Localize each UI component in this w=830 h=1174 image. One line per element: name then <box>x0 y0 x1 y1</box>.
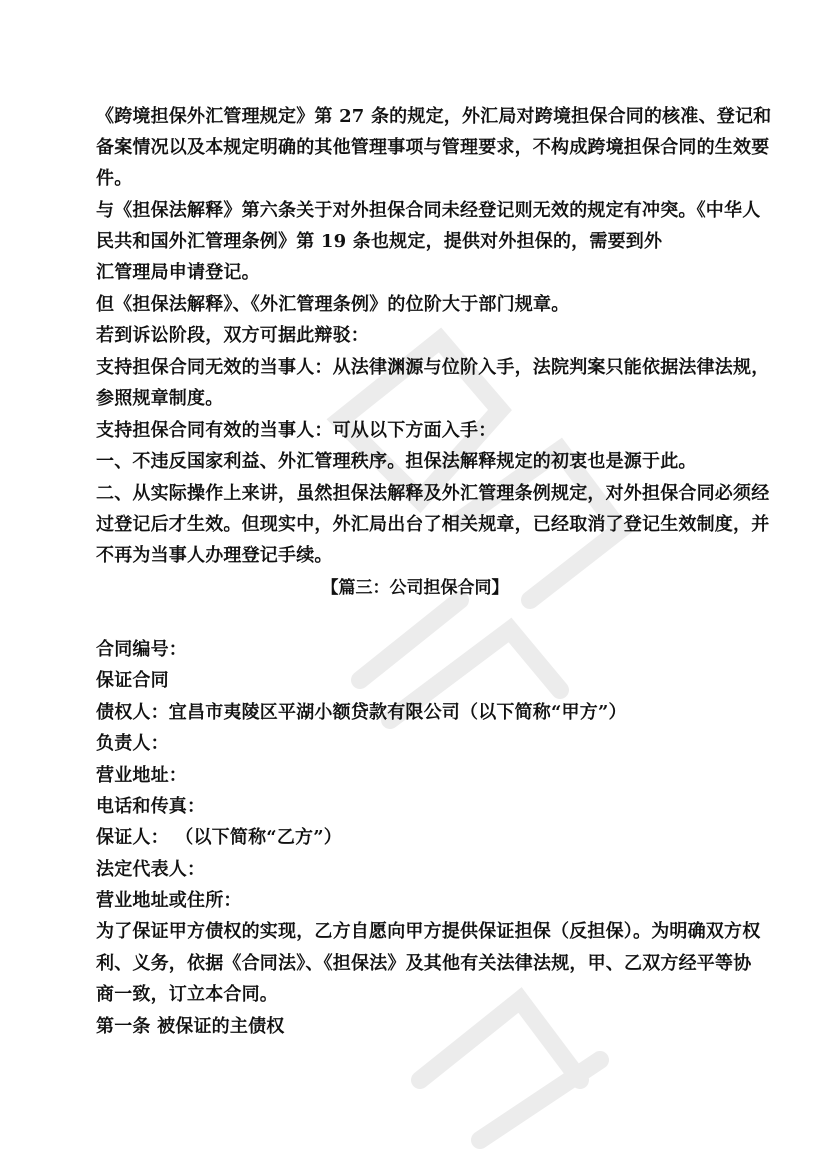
body-text-line: 利、义务，依据《合同法》、《担保法》及其他有关法律法规，甲、乙双方经平等协 <box>96 953 752 974</box>
body-text-line: 二、从实际操作上来讲，虽然担保法解释及外汇管理条例规定，对外担保合同必须经 <box>96 483 770 504</box>
body-text-line: 过登记后才生效。但现实中，外汇局出台了相关规章，已经取消了登记生效制度，并 <box>96 514 770 535</box>
body-text-line: 第一条 被保证的主债权 <box>96 1016 285 1037</box>
body-text-line: 营业地址： <box>96 765 187 786</box>
body-text-line: 与《担保法解释》第六条关于对外担保合同未经登记则无效的规定有冲突。《中华人 <box>96 200 761 221</box>
body-text-line: 合同编号： <box>96 639 187 660</box>
section-heading: 【篇三：公司担保合同】 <box>321 578 509 598</box>
body-text-line: 若到诉讼阶段，双方可据此辩驳： <box>96 325 369 346</box>
body-text-line: 商一致，订立本合同。 <box>96 984 278 1005</box>
body-text-line: 电话和传真： <box>96 796 206 817</box>
body-text-line: 支持担保合同无效的当事人：从法律渊源与位阶入手，法院判案只能依据法律法规， <box>96 357 770 378</box>
body-text-line: 民共和国外汇管理条例》第 19 条也规定，提供对外担保的，需要到外 <box>96 231 663 252</box>
body-text-line: 保证合同 <box>96 670 169 691</box>
body-text-line: 备案情况以及本规定明确的其他管理事项与管理要求，不构成跨境担保合同的生效要 <box>96 137 770 158</box>
body-text-line: 件。 <box>96 168 133 189</box>
body-text-line: 汇管理局申请登记。 <box>96 262 260 283</box>
body-text-line: 负责人： <box>96 733 169 754</box>
body-text-line: 但《担保法解释》、《外汇管理条例》的位阶大于部门规章。 <box>96 294 570 315</box>
body-text-line: 《跨境担保外汇管理规定》第 27 条的规定，外汇局对跨境担保合同的核准、登记和 <box>96 106 772 127</box>
body-text-line: 一、不违反国家利益、外汇管理秩序。担保法解释规定的初衷也是源于此。 <box>96 451 697 472</box>
body-text-line: 债权人：宜昌市夷陵区平湖小额贷款有限公司（以下简称“甲方”） <box>96 702 627 723</box>
body-text-line: 支持担保合同有效的当事人：可从以下方面入手： <box>96 420 497 441</box>
body-text-line: 保证人： （以下简称“乙方”） <box>96 827 342 848</box>
body-text-line: 为了保证甲方债权的实现，乙方自愿向甲方提供保证担保（反担保）。为明确双方权 <box>96 921 761 942</box>
body-text-line: 参照规章制度。 <box>96 388 224 409</box>
body-text-line: 营业地址或住所： <box>96 890 242 911</box>
body-text-line: 法定代表人： <box>96 859 206 880</box>
body-text-line: 不再为当事人办理登记手续。 <box>96 545 333 566</box>
